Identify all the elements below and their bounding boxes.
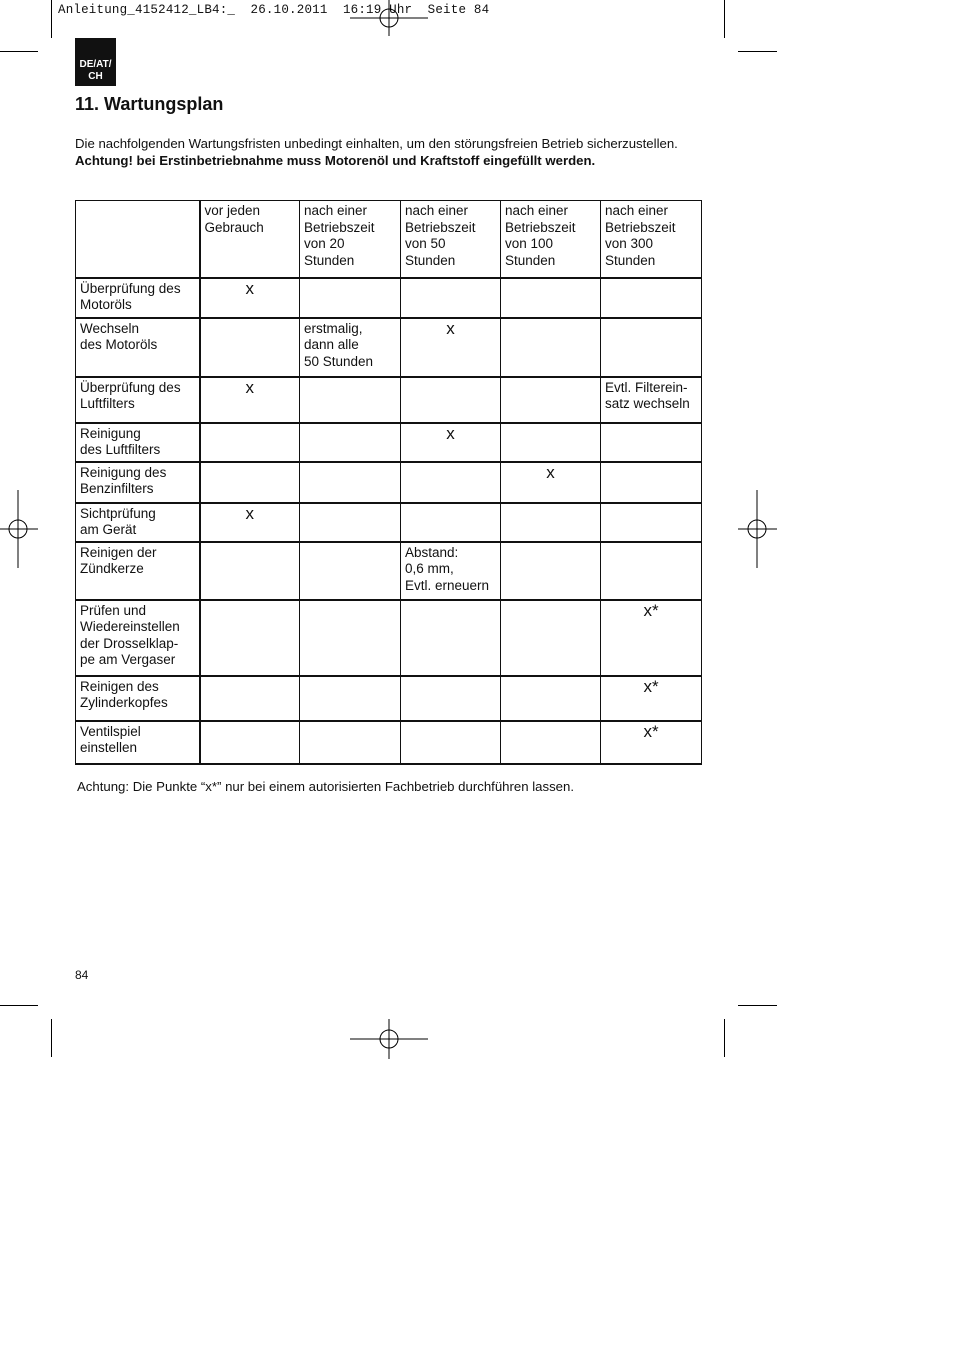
table-header-row xyxy=(76,201,702,278)
interval-mark-cell: x xyxy=(200,278,300,318)
interval-mark-cell: x xyxy=(200,377,300,423)
interval-mark-cell: x* xyxy=(601,676,702,721)
task-cell: Ventilspiel einstellen xyxy=(76,721,200,764)
interval-cell xyxy=(300,676,401,721)
interval-mark-cell: x* xyxy=(601,600,702,676)
column-header: nach einer Betriebszeit von 50 Stunden xyxy=(401,201,501,278)
interval-cell: Evtl. Filterein- satz wechseln xyxy=(601,377,702,423)
interval-cell xyxy=(501,503,601,542)
interval-cell xyxy=(601,318,702,377)
interval-cell xyxy=(501,377,601,423)
crop-mark xyxy=(738,1005,777,1006)
table-row xyxy=(76,377,702,423)
interval-cell xyxy=(401,600,501,676)
task-cell: Überprüfung des Luftfilters xyxy=(76,377,200,423)
registration-mark-icon xyxy=(0,490,38,568)
task-cell: Reinigung des Benzinfilters xyxy=(76,462,200,503)
task-cell: Sichtprüfung am Gerät xyxy=(76,503,200,542)
column-header: vor jeden Gebrauch xyxy=(200,201,300,278)
interval-cell xyxy=(501,318,601,377)
badge-line: CH xyxy=(88,71,103,82)
table-row xyxy=(76,318,702,377)
registration-mark-icon xyxy=(350,0,428,36)
badge-line: DE/AT/ xyxy=(79,59,112,70)
interval-cell xyxy=(300,462,401,503)
interval-cell xyxy=(300,423,401,462)
interval-cell xyxy=(601,278,702,318)
crop-mark xyxy=(51,0,52,38)
interval-cell xyxy=(401,721,501,764)
print-slug: Anleitung_4152412_LB4:_ 26.10.2011 16:19 Uhr Seite 84 xyxy=(58,3,490,17)
language-badge xyxy=(75,38,116,86)
interval-cell xyxy=(601,542,702,600)
page-number: 84 xyxy=(75,968,89,982)
interval-cell xyxy=(200,462,300,503)
intro-paragraph xyxy=(75,135,705,169)
interval-cell xyxy=(300,542,401,600)
section-title: 11. Wartungsplan xyxy=(75,94,224,114)
column-header: nach einer Betriebszeit von 20 Stunden xyxy=(300,201,401,278)
interval-cell xyxy=(601,423,702,462)
interval-cell xyxy=(200,676,300,721)
interval-cell xyxy=(601,462,702,503)
interval-cell xyxy=(200,318,300,377)
table-row xyxy=(76,423,702,462)
interval-cell xyxy=(501,278,601,318)
task-cell: Prüfen und Wiedereinstellen der Drosselklap- pe am Vergaser xyxy=(76,600,200,676)
crop-mark xyxy=(724,0,725,38)
interval-cell xyxy=(401,377,501,423)
task-cell: Wechseln des Motoröls xyxy=(76,318,200,377)
interval-cell xyxy=(501,721,601,764)
interval-cell xyxy=(300,503,401,542)
interval-mark-cell: x xyxy=(200,503,300,542)
crop-mark xyxy=(0,51,38,52)
maintenance-table-body xyxy=(76,201,702,764)
crop-mark xyxy=(0,1005,38,1006)
interval-mark-cell: x xyxy=(501,462,601,503)
column-header xyxy=(76,201,200,278)
interval-cell xyxy=(300,278,401,318)
crop-mark xyxy=(738,51,777,52)
task-cell: Überprüfung des Motoröls xyxy=(76,278,200,318)
table-row xyxy=(76,503,702,542)
interval-cell xyxy=(300,377,401,423)
task-cell: Reinigen der Zündkerze xyxy=(76,542,200,600)
interval-cell xyxy=(300,721,401,764)
registration-mark-icon xyxy=(350,1019,428,1059)
interval-cell xyxy=(401,278,501,318)
task-cell: Reinigung des Luftfilters xyxy=(76,423,200,462)
registration-mark-icon xyxy=(738,490,777,568)
intro-warning: Achtung! bei Erstinbetriebnahme muss Motorenöl und Kraftstoff eingefüllt werden. xyxy=(75,153,596,168)
interval-cell xyxy=(501,423,601,462)
interval-mark-cell: x xyxy=(401,318,501,377)
footnote: Achtung: Die Punkte “x*” nur bei einem autorisierten Fachbetrieb durchführen lassen. xyxy=(77,779,574,794)
interval-cell: erstmalig, dann alle 50 Stunden xyxy=(300,318,401,377)
table-row xyxy=(76,462,702,503)
crop-mark xyxy=(51,1019,52,1057)
crop-mark xyxy=(724,1019,725,1057)
interval-cell xyxy=(200,600,300,676)
column-header: nach einer Betriebszeit von 100 Stunden xyxy=(501,201,601,278)
column-header: nach einer Betriebszeit von 300 Stunden xyxy=(601,201,702,278)
interval-cell xyxy=(200,423,300,462)
interval-cell xyxy=(601,503,702,542)
interval-cell xyxy=(401,503,501,542)
interval-cell xyxy=(501,676,601,721)
interval-cell xyxy=(401,462,501,503)
interval-cell xyxy=(501,600,601,676)
interval-mark-cell: x xyxy=(401,423,501,462)
maintenance-table xyxy=(75,200,702,765)
table-row xyxy=(76,542,702,600)
interval-cell xyxy=(200,542,300,600)
interval-cell xyxy=(200,721,300,764)
task-cell: Reinigen des Zylinderkopfes xyxy=(76,676,200,721)
interval-mark-cell: x* xyxy=(601,721,702,764)
table-row xyxy=(76,278,702,318)
table-row xyxy=(76,600,702,676)
interval-cell xyxy=(300,600,401,676)
interval-cell: Abstand: 0,6 mm, Evtl. erneuern xyxy=(401,542,501,600)
interval-cell xyxy=(401,676,501,721)
intro-text: Die nachfolgenden Wartungsfristen unbedingt einhalten, um den störungsfreien Betrieb sicherzustellen. xyxy=(75,136,678,151)
interval-cell xyxy=(501,542,601,600)
table-row xyxy=(76,676,702,721)
table-row xyxy=(76,721,702,764)
